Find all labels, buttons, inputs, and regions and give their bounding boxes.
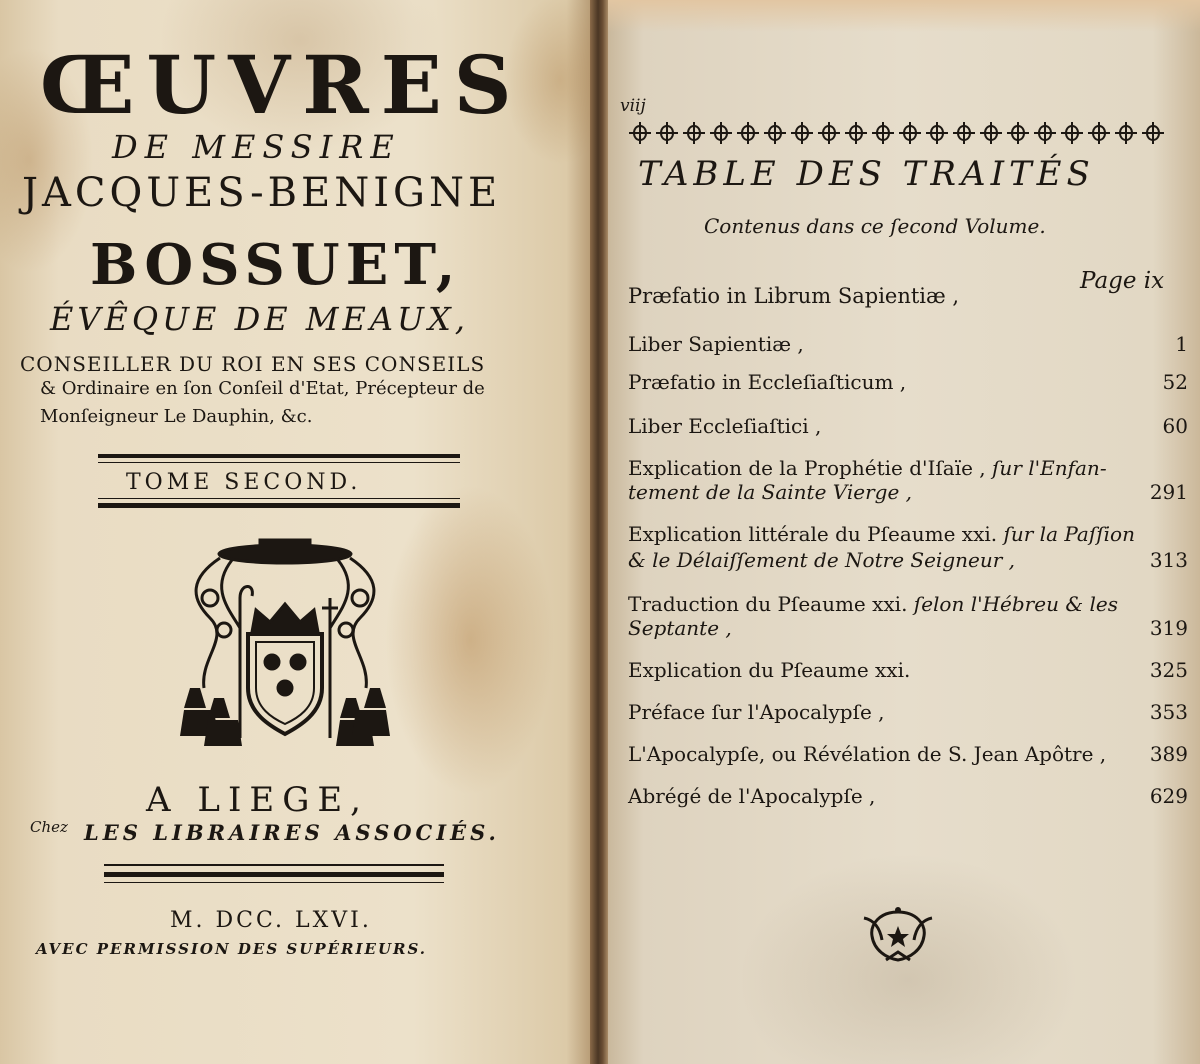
contents-entry-page: 313 — [1149, 548, 1188, 572]
fleuron-motif — [818, 122, 840, 144]
fleuron-motif — [791, 122, 813, 144]
contents-entry — [628, 548, 1188, 574]
rule-bottom-thin — [98, 498, 460, 499]
contents-entry — [628, 592, 1188, 618]
fleuron-motif — [683, 122, 705, 144]
author-office-line-1: CONSEILLER DU ROI EN SES CONSEILS — [20, 352, 486, 376]
rule-top-thick — [98, 454, 460, 458]
volume-label: TOME SECOND. — [126, 470, 362, 495]
contents-entry-title: Abrégé de l'Apocalypſe , — [628, 784, 876, 808]
page-number: viij — [620, 96, 646, 116]
page-column-label: Page ix — [1080, 268, 1165, 294]
contents-entry-title: Liber Eccleſiaſtici , — [628, 414, 822, 438]
contents-entry-title: tement de la Sainte Vierge , — [628, 480, 912, 504]
contents-entry-page: 291 — [1149, 480, 1188, 504]
contents-entry-page: 325 — [1149, 658, 1188, 682]
fleuron-motif — [872, 122, 894, 144]
book-title: ŒUVRES — [40, 38, 524, 132]
fleuron-motif — [1007, 122, 1029, 144]
fleuron-motif — [845, 122, 867, 144]
contents-entry-page: 629 — [1149, 784, 1188, 808]
contents-entry — [628, 784, 1188, 810]
rule-imprint-thin-2 — [104, 882, 444, 883]
fleuron-motif — [926, 122, 948, 144]
rule-imprint-thick — [104, 872, 444, 877]
contents-entry-title: & le Délaiſſement de Notre Seigneur , — [628, 548, 1015, 572]
contents-entry-title: Liber Sapientiæ , — [628, 332, 804, 356]
contents-page — [608, 0, 1200, 1064]
contents-entry — [628, 658, 1188, 684]
fleuron-motif — [656, 122, 678, 144]
contents-entry — [628, 414, 1188, 440]
fleuron-motif — [1061, 122, 1083, 144]
author-surname: BOSSUET, — [90, 232, 462, 298]
fleuron-motif — [629, 122, 651, 144]
title-page — [0, 0, 590, 1064]
fleuron-motif — [899, 122, 921, 144]
contents-entry-title: L'Apocalypſe, ou Révélation de S. Jean Apôtre , — [628, 742, 1107, 766]
fleuron-motif — [1034, 122, 1056, 144]
contents-entry — [628, 456, 1188, 482]
imprint-chez: Chez — [30, 818, 68, 836]
imprint-publisher: LES LIBRAIRES ASSOCIÉS. — [84, 820, 500, 845]
fleuron-motif — [710, 122, 732, 144]
fleuron-motif — [737, 122, 759, 144]
contents-entry-page: 60 — [1162, 414, 1188, 438]
contents-entry — [628, 332, 1188, 358]
contents-entry — [628, 616, 1188, 642]
contents-entry — [628, 700, 1188, 726]
imprint-city: A LIEGE, — [146, 780, 369, 820]
contents-entry-page: 1 — [1175, 332, 1188, 356]
rule-top-thin — [98, 462, 460, 463]
author-forenames: JACQUES-BENIGNE — [22, 170, 502, 216]
de-messire: DE MESSIRE — [112, 128, 401, 166]
printer-vignette-icon — [860, 906, 936, 966]
contents-entry-title: Traduction du Pſeaume xxi. ſelon l'Hébreu & les — [628, 592, 1118, 616]
book-gutter — [590, 0, 608, 1064]
coat-of-arms-icon — [180, 538, 390, 752]
contents-entry-title: Explication littérale du Pſeaume xxi. ſur la Paſſion — [628, 522, 1135, 546]
contents-entry — [628, 522, 1188, 548]
fleuron-motif — [1142, 122, 1164, 144]
contents-entry-title: Septante , — [628, 616, 732, 640]
author-title: ÉVÊQUE DE MEAUX, — [50, 300, 469, 338]
author-office-line-2: & Ordinaire en ſon Conſeil d'Etat, Précepteur de — [40, 378, 485, 399]
contents-entry-page: 52 — [1162, 370, 1188, 394]
contents-entry — [628, 742, 1188, 768]
contents-entry-title: Préface ſur l'Apocalypſe , — [628, 700, 885, 724]
rule-bottom-thick — [98, 503, 460, 508]
contents-entry — [628, 480, 1188, 506]
contents-entry — [628, 284, 1188, 310]
contents-title: TABLE DES TRAITÉS — [638, 154, 1095, 194]
fleuron-motif — [1088, 122, 1110, 144]
contents-entry — [628, 370, 1188, 396]
contents-entry-page: 389 — [1149, 742, 1188, 766]
author-office-line-3: Monſeigneur Le Dauphin, &c. — [40, 406, 313, 427]
contents-entry-title: Præfatio in Librum Sapientiæ , — [628, 284, 960, 308]
fleuron-motif — [1115, 122, 1137, 144]
fleuron-motif — [764, 122, 786, 144]
fleuron-motif — [980, 122, 1002, 144]
contents-entry-page: 353 — [1149, 700, 1188, 724]
contents-entry-page: 319 — [1149, 616, 1188, 640]
contents-entry-title: Explication de la Prophétie d'Iſaïe , ſur l'Enfan- — [628, 456, 1107, 480]
contents-subtitle: Contenus dans ce ſecond Volume. — [704, 214, 1046, 238]
contents-entry-title: Præfatio in Eccleſiaſticum , — [628, 370, 907, 394]
rule-imprint-thin — [104, 864, 444, 866]
imprint-permission: AVEC PERMISSION DES SUPÉRIEURS. — [36, 940, 428, 958]
fleuron-border-icon — [626, 118, 1166, 148]
fleuron-motif — [953, 122, 975, 144]
contents-entry-title: Explication du Pſeaume xxi. — [628, 658, 911, 682]
page-edge — [608, 0, 1200, 32]
imprint-year: M. DCC. LXVI. — [170, 908, 372, 933]
